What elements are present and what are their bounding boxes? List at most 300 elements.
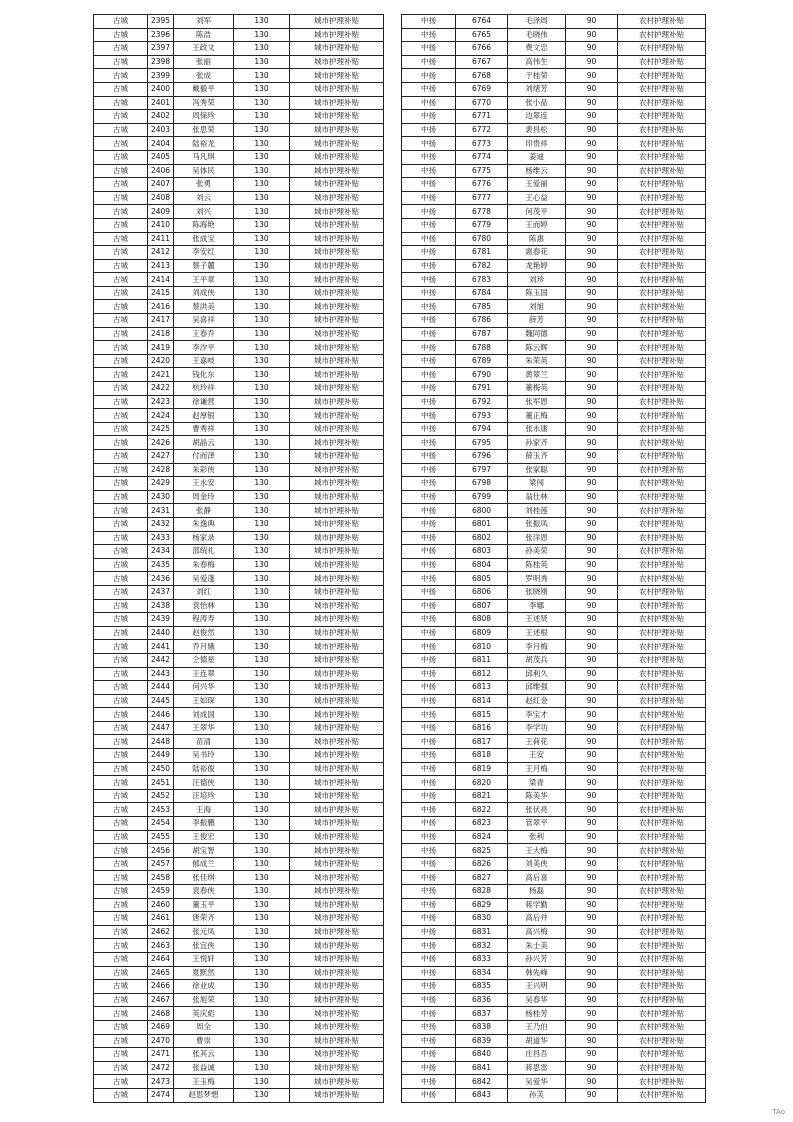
region-cell: 中扬 bbox=[402, 558, 456, 572]
category-cell: 农村护理补贴 bbox=[618, 286, 706, 300]
category-cell: 农村护理补贴 bbox=[618, 395, 706, 409]
category-cell: 城市护理补贴 bbox=[290, 545, 384, 559]
id-cell: 2395 bbox=[148, 15, 174, 29]
category-cell: 城市护理补贴 bbox=[290, 1020, 384, 1034]
category-cell: 城市护理补贴 bbox=[290, 15, 384, 29]
name-cell: 董梅英 bbox=[508, 382, 566, 396]
id-cell: 6781 bbox=[456, 246, 508, 260]
id-cell: 6808 bbox=[456, 613, 508, 627]
name-cell: 马凡琪 bbox=[174, 150, 234, 164]
id-cell: 2451 bbox=[148, 776, 174, 790]
region-cell: 古城 bbox=[94, 803, 148, 817]
category-cell: 农村护理补贴 bbox=[618, 368, 706, 382]
region-cell: 中扬 bbox=[402, 69, 456, 83]
category-cell: 农村护理补贴 bbox=[618, 69, 706, 83]
region-cell: 古城 bbox=[94, 205, 148, 219]
region-cell: 古城 bbox=[94, 395, 148, 409]
id-cell: 2418 bbox=[148, 327, 174, 341]
amount-cell: 90 bbox=[566, 409, 618, 423]
id-cell: 2456 bbox=[148, 844, 174, 858]
table-row bbox=[94, 939, 384, 953]
id-cell: 2414 bbox=[148, 273, 174, 287]
id-cell: 2454 bbox=[148, 817, 174, 831]
id-cell: 2429 bbox=[148, 477, 174, 491]
id-cell: 2430 bbox=[148, 490, 174, 504]
name-cell: 张振凤 bbox=[508, 517, 566, 531]
category-cell: 农村护理补贴 bbox=[618, 273, 706, 287]
category-cell: 农村护理补贴 bbox=[618, 382, 706, 396]
category-cell: 农村护理补贴 bbox=[618, 232, 706, 246]
region-cell: 古城 bbox=[94, 1007, 148, 1021]
name-cell: 张家聪 bbox=[508, 463, 566, 477]
category-cell: 城市护理补贴 bbox=[290, 993, 384, 1007]
region-cell: 中扬 bbox=[402, 572, 456, 586]
category-cell: 农村护理补贴 bbox=[618, 110, 706, 124]
id-cell: 6834 bbox=[456, 966, 508, 980]
table-row bbox=[402, 55, 706, 69]
id-cell: 6764 bbox=[456, 15, 508, 29]
table-row bbox=[402, 422, 706, 436]
category-cell: 农村护理补贴 bbox=[618, 694, 706, 708]
table-row bbox=[94, 82, 384, 96]
name-cell: 王安 bbox=[508, 749, 566, 763]
table-row bbox=[402, 980, 706, 994]
amount-cell: 130 bbox=[234, 830, 290, 844]
table-row bbox=[402, 341, 706, 355]
table-row bbox=[94, 123, 384, 137]
category-cell: 城市护理补贴 bbox=[290, 735, 384, 749]
name-cell: 蒋学勤 bbox=[508, 898, 566, 912]
id-cell: 2436 bbox=[148, 572, 174, 586]
name-cell: 陈海艳 bbox=[174, 218, 234, 232]
amount-cell: 130 bbox=[234, 613, 290, 627]
amount-cell: 90 bbox=[566, 395, 618, 409]
amount-cell: 90 bbox=[566, 749, 618, 763]
amount-cell: 90 bbox=[566, 1075, 618, 1089]
region-cell: 中扬 bbox=[402, 1088, 456, 1102]
name-cell: 张勇 bbox=[174, 178, 234, 192]
amount-cell: 130 bbox=[234, 450, 290, 464]
amount-cell: 90 bbox=[566, 15, 618, 29]
id-cell: 2409 bbox=[148, 205, 174, 219]
name-cell: 吴爱蓬 bbox=[174, 572, 234, 586]
amount-cell: 130 bbox=[234, 993, 290, 1007]
region-cell: 古城 bbox=[94, 150, 148, 164]
id-cell: 2397 bbox=[148, 42, 174, 56]
table-row bbox=[402, 327, 706, 341]
id-cell: 6785 bbox=[456, 300, 508, 314]
amount-cell: 130 bbox=[234, 382, 290, 396]
region-cell: 古城 bbox=[94, 1088, 148, 1102]
category-cell: 城市护理补贴 bbox=[290, 749, 384, 763]
category-cell: 城市护理补贴 bbox=[290, 477, 384, 491]
id-cell: 6803 bbox=[456, 545, 508, 559]
id-cell: 6789 bbox=[456, 354, 508, 368]
amount-cell: 130 bbox=[234, 912, 290, 926]
amount-cell: 130 bbox=[234, 1075, 290, 1089]
table-row bbox=[94, 96, 384, 110]
region-cell: 中扬 bbox=[402, 354, 456, 368]
id-cell: 2459 bbox=[148, 885, 174, 899]
amount-cell: 90 bbox=[566, 966, 618, 980]
region-cell: 中扬 bbox=[402, 966, 456, 980]
region-cell: 中扬 bbox=[402, 55, 456, 69]
table-row bbox=[94, 191, 384, 205]
id-cell: 2439 bbox=[148, 613, 174, 627]
table-row bbox=[402, 1075, 706, 1089]
amount-cell: 90 bbox=[566, 871, 618, 885]
name-cell: 何兴华 bbox=[174, 681, 234, 695]
name-cell: 胡晶云 bbox=[174, 436, 234, 450]
category-cell: 城市护理补贴 bbox=[290, 667, 384, 681]
table-row bbox=[402, 776, 706, 790]
region-cell: 中扬 bbox=[402, 721, 456, 735]
category-cell: 城市护理补贴 bbox=[290, 300, 384, 314]
id-cell: 6775 bbox=[456, 164, 508, 178]
name-cell: 印贵祥 bbox=[508, 137, 566, 151]
category-cell: 城市护理补贴 bbox=[290, 1075, 384, 1089]
amount-cell: 90 bbox=[566, 721, 618, 735]
table-row bbox=[94, 422, 384, 436]
name-cell: 王述贤 bbox=[508, 613, 566, 627]
amount-cell: 130 bbox=[234, 477, 290, 491]
region-cell: 古城 bbox=[94, 1020, 148, 1034]
amount-cell: 90 bbox=[566, 286, 618, 300]
id-cell: 2467 bbox=[148, 993, 174, 1007]
id-cell: 6824 bbox=[456, 830, 508, 844]
amount-cell: 90 bbox=[566, 150, 618, 164]
name-cell: 胡宝智 bbox=[174, 844, 234, 858]
amount-cell: 90 bbox=[566, 327, 618, 341]
category-cell: 城市护理补贴 bbox=[290, 966, 384, 980]
amount-cell: 130 bbox=[234, 939, 290, 953]
name-cell: 王爱丽 bbox=[508, 178, 566, 192]
name-cell: 夏默然 bbox=[174, 966, 234, 980]
category-cell: 农村护理补贴 bbox=[618, 191, 706, 205]
region-cell: 中扬 bbox=[402, 164, 456, 178]
category-cell: 城市护理补贴 bbox=[290, 259, 384, 273]
name-cell: 裴昌松 bbox=[508, 123, 566, 137]
amount-cell: 90 bbox=[566, 925, 618, 939]
table-row bbox=[94, 966, 384, 980]
amount-cell: 90 bbox=[566, 694, 618, 708]
table-row bbox=[94, 259, 384, 273]
id-cell: 6790 bbox=[456, 368, 508, 382]
category-cell: 城市护理补贴 bbox=[290, 885, 384, 899]
category-cell: 城市护理补贴 bbox=[290, 844, 384, 858]
region-cell: 中扬 bbox=[402, 653, 456, 667]
table-row bbox=[402, 382, 706, 396]
name-cell: 张宜侠 bbox=[174, 939, 234, 953]
category-cell: 城市护理补贴 bbox=[290, 912, 384, 926]
region-cell: 中扬 bbox=[402, 246, 456, 260]
category-cell: 城市护理补贴 bbox=[290, 599, 384, 613]
table-row bbox=[402, 708, 706, 722]
name-cell: 王平章 bbox=[174, 273, 234, 287]
category-cell: 城市护理补贴 bbox=[290, 857, 384, 871]
table-row bbox=[94, 110, 384, 124]
category-cell: 农村护理补贴 bbox=[618, 952, 706, 966]
amount-cell: 90 bbox=[566, 545, 618, 559]
category-cell: 农村护理补贴 bbox=[618, 871, 706, 885]
name-cell: 陈桂英 bbox=[508, 558, 566, 572]
category-cell: 城市护理补贴 bbox=[290, 613, 384, 627]
id-cell: 2470 bbox=[148, 1034, 174, 1048]
category-cell: 农村护理补贴 bbox=[618, 42, 706, 56]
region-cell: 古城 bbox=[94, 327, 148, 341]
region-cell: 古城 bbox=[94, 817, 148, 831]
name-cell: 李月梅 bbox=[508, 640, 566, 654]
id-cell: 6768 bbox=[456, 69, 508, 83]
category-cell: 农村护理补贴 bbox=[618, 1034, 706, 1048]
table-row bbox=[402, 314, 706, 328]
category-cell: 城市护理补贴 bbox=[290, 463, 384, 477]
amount-cell: 90 bbox=[566, 218, 618, 232]
region-cell: 古城 bbox=[94, 762, 148, 776]
name-cell: 朱春梅 bbox=[174, 558, 234, 572]
amount-cell: 130 bbox=[234, 517, 290, 531]
table-row bbox=[94, 205, 384, 219]
amount-cell: 130 bbox=[234, 137, 290, 151]
table-row bbox=[94, 477, 384, 491]
name-cell: 蔡洪美 bbox=[174, 300, 234, 314]
category-cell: 城市护理补贴 bbox=[290, 898, 384, 912]
amount-cell: 130 bbox=[234, 789, 290, 803]
table-row bbox=[94, 463, 384, 477]
category-cell: 农村护理补贴 bbox=[618, 817, 706, 831]
table-row bbox=[402, 232, 706, 246]
region-cell: 古城 bbox=[94, 531, 148, 545]
amount-cell: 130 bbox=[234, 259, 290, 273]
name-cell: 姜迪 bbox=[508, 150, 566, 164]
region-cell: 中扬 bbox=[402, 599, 456, 613]
category-cell: 农村护理补贴 bbox=[618, 450, 706, 464]
id-cell: 2421 bbox=[148, 368, 174, 382]
table-row bbox=[94, 844, 384, 858]
name-cell: 陈玉国 bbox=[508, 286, 566, 300]
id-cell: 2419 bbox=[148, 341, 174, 355]
region-cell: 中扬 bbox=[402, 708, 456, 722]
amount-cell: 130 bbox=[234, 980, 290, 994]
table-row bbox=[94, 1061, 384, 1075]
id-cell: 2425 bbox=[148, 422, 174, 436]
name-cell: 钱化东 bbox=[174, 368, 234, 382]
amount-cell: 90 bbox=[566, 626, 618, 640]
amount-cell: 130 bbox=[234, 15, 290, 29]
amount-cell: 130 bbox=[234, 300, 290, 314]
name-cell: 陈惠 bbox=[508, 232, 566, 246]
table-row bbox=[94, 395, 384, 409]
category-cell: 城市护理补贴 bbox=[290, 721, 384, 735]
amount-cell: 90 bbox=[566, 653, 618, 667]
id-cell: 2440 bbox=[148, 626, 174, 640]
name-cell: 汪培珍 bbox=[174, 789, 234, 803]
name-cell: 高兴梅 bbox=[508, 925, 566, 939]
table-row bbox=[94, 980, 384, 994]
region-cell: 古城 bbox=[94, 857, 148, 871]
amount-cell: 130 bbox=[234, 28, 290, 42]
amount-cell: 130 bbox=[234, 314, 290, 328]
id-cell: 2473 bbox=[148, 1075, 174, 1089]
region-cell: 古城 bbox=[94, 599, 148, 613]
table-row bbox=[402, 477, 706, 491]
name-cell: 毛晓伟 bbox=[508, 28, 566, 42]
name-cell: 杭玲祥 bbox=[174, 382, 234, 396]
amount-cell: 90 bbox=[566, 504, 618, 518]
table-row bbox=[94, 640, 384, 654]
id-cell: 2403 bbox=[148, 123, 174, 137]
id-cell: 6767 bbox=[456, 55, 508, 69]
amount-cell: 90 bbox=[566, 1020, 618, 1034]
region-cell: 古城 bbox=[94, 96, 148, 110]
region-cell: 古城 bbox=[94, 708, 148, 722]
category-cell: 农村护理补贴 bbox=[618, 178, 706, 192]
amount-cell: 90 bbox=[566, 314, 618, 328]
id-cell: 2443 bbox=[148, 667, 174, 681]
table-row bbox=[94, 409, 384, 423]
name-cell: 仝德星 bbox=[174, 653, 234, 667]
region-cell: 古城 bbox=[94, 517, 148, 531]
region-cell: 古城 bbox=[94, 123, 148, 137]
category-cell: 农村护理补贴 bbox=[618, 708, 706, 722]
amount-cell: 130 bbox=[234, 952, 290, 966]
category-cell: 农村护理补贴 bbox=[618, 96, 706, 110]
id-cell: 2405 bbox=[148, 150, 174, 164]
name-cell: 张元凤 bbox=[174, 925, 234, 939]
id-cell: 6828 bbox=[456, 885, 508, 899]
region-cell: 中扬 bbox=[402, 626, 456, 640]
region-cell: 古城 bbox=[94, 164, 148, 178]
table-row bbox=[402, 205, 706, 219]
table-row bbox=[402, 15, 706, 29]
table-row bbox=[94, 735, 384, 749]
amount-cell: 130 bbox=[234, 1020, 290, 1034]
amount-cell: 130 bbox=[234, 436, 290, 450]
category-cell: 农村护理补贴 bbox=[618, 980, 706, 994]
category-cell: 农村护理补贴 bbox=[618, 545, 706, 559]
id-cell: 6826 bbox=[456, 857, 508, 871]
table-row bbox=[402, 490, 706, 504]
name-cell: 梁青 bbox=[508, 776, 566, 790]
region-cell: 中扬 bbox=[402, 28, 456, 42]
name-cell: 王翠华 bbox=[174, 721, 234, 735]
amount-cell: 130 bbox=[234, 653, 290, 667]
name-cell: 薛玉齐 bbox=[508, 450, 566, 464]
region-cell: 中扬 bbox=[402, 667, 456, 681]
id-cell: 6816 bbox=[456, 721, 508, 735]
table-row bbox=[402, 857, 706, 871]
table-row bbox=[402, 69, 706, 83]
category-cell: 城市护理补贴 bbox=[290, 871, 384, 885]
table-row bbox=[94, 1075, 384, 1089]
id-cell: 6829 bbox=[456, 898, 508, 912]
id-cell: 6810 bbox=[456, 640, 508, 654]
table-row bbox=[402, 150, 706, 164]
name-cell: 李宝才 bbox=[508, 708, 566, 722]
table-row bbox=[94, 667, 384, 681]
amount-cell: 90 bbox=[566, 110, 618, 124]
region-cell: 古城 bbox=[94, 28, 148, 42]
name-cell: 王如琛 bbox=[174, 694, 234, 708]
amount-cell: 130 bbox=[234, 776, 290, 790]
region-cell: 古城 bbox=[94, 246, 148, 260]
region-cell: 中扬 bbox=[402, 885, 456, 899]
amount-cell: 130 bbox=[234, 1061, 290, 1075]
region-cell: 中扬 bbox=[402, 789, 456, 803]
table-row bbox=[94, 925, 384, 939]
name-cell: 曹秀祥 bbox=[174, 422, 234, 436]
name-cell: 王乃伯 bbox=[508, 1020, 566, 1034]
id-cell: 2423 bbox=[148, 395, 174, 409]
category-cell: 城市护理补贴 bbox=[290, 436, 384, 450]
name-cell: 吴喜祥 bbox=[174, 314, 234, 328]
id-cell: 2445 bbox=[148, 694, 174, 708]
amount-cell: 130 bbox=[234, 246, 290, 260]
id-cell: 2463 bbox=[148, 939, 174, 953]
category-cell: 城市护理补贴 bbox=[290, 341, 384, 355]
amount-cell: 130 bbox=[234, 150, 290, 164]
amount-cell: 130 bbox=[234, 490, 290, 504]
name-cell: 张益诚 bbox=[174, 1061, 234, 1075]
region-cell: 中扬 bbox=[402, 382, 456, 396]
amount-cell: 130 bbox=[234, 409, 290, 423]
region-cell: 中扬 bbox=[402, 545, 456, 559]
category-cell: 农村护理补贴 bbox=[618, 1007, 706, 1021]
id-cell: 2442 bbox=[148, 653, 174, 667]
category-cell: 农村护理补贴 bbox=[618, 354, 706, 368]
category-cell: 城市护理补贴 bbox=[290, 42, 384, 56]
category-cell: 农村护理补贴 bbox=[618, 1048, 706, 1062]
amount-cell: 90 bbox=[566, 55, 618, 69]
region-cell: 古城 bbox=[94, 218, 148, 232]
name-cell: 周全 bbox=[174, 1020, 234, 1034]
table-row bbox=[94, 150, 384, 164]
region-cell: 古城 bbox=[94, 1048, 148, 1062]
table-row bbox=[94, 776, 384, 790]
table-row bbox=[94, 55, 384, 69]
table-row bbox=[94, 1007, 384, 1021]
name-cell: 王荷花 bbox=[508, 735, 566, 749]
amount-cell: 90 bbox=[566, 776, 618, 790]
amount-cell: 130 bbox=[234, 463, 290, 477]
table-row bbox=[94, 817, 384, 831]
amount-cell: 90 bbox=[566, 422, 618, 436]
id-cell: 2448 bbox=[148, 735, 174, 749]
region-cell: 中扬 bbox=[402, 218, 456, 232]
id-cell: 6837 bbox=[456, 1007, 508, 1021]
table-row bbox=[94, 1088, 384, 1102]
amount-cell: 90 bbox=[566, 613, 618, 627]
id-cell: 6791 bbox=[456, 382, 508, 396]
category-cell: 城市护理补贴 bbox=[290, 925, 384, 939]
amount-cell: 90 bbox=[566, 585, 618, 599]
table-row bbox=[94, 436, 384, 450]
name-cell: 唐荣齐 bbox=[174, 912, 234, 926]
name-cell: 冯秀荣 bbox=[174, 96, 234, 110]
table-row bbox=[94, 653, 384, 667]
id-cell: 2401 bbox=[148, 96, 174, 110]
name-cell: 刘兴 bbox=[174, 205, 234, 219]
name-cell: 周保珍 bbox=[174, 110, 234, 124]
name-cell: 胡道华 bbox=[508, 1034, 566, 1048]
id-cell: 6823 bbox=[456, 817, 508, 831]
category-cell: 农村护理补贴 bbox=[618, 721, 706, 735]
amount-cell: 90 bbox=[566, 368, 618, 382]
amount-cell: 90 bbox=[566, 382, 618, 396]
table-row bbox=[94, 585, 384, 599]
region-cell: 古城 bbox=[94, 55, 148, 69]
id-cell: 6797 bbox=[456, 463, 508, 477]
